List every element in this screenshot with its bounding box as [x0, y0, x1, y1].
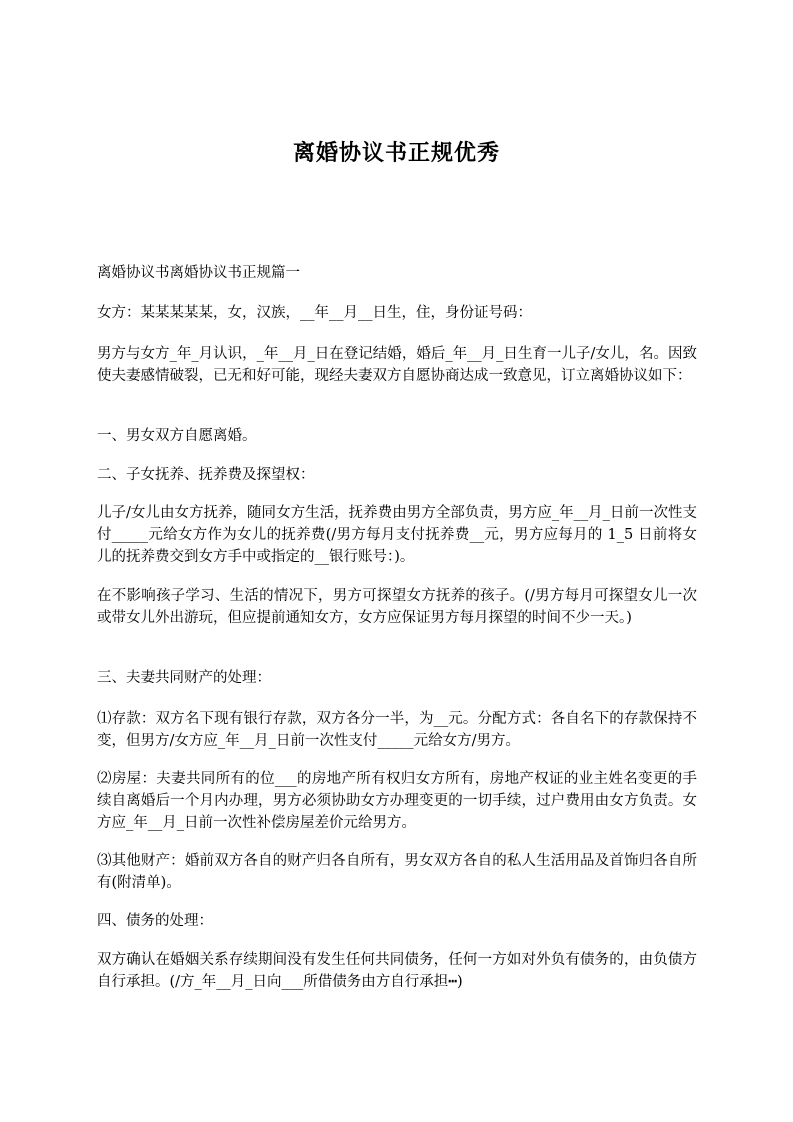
paragraph-deposits: ⑴存款：双方名下现有银行存款，双方各分一半，为__元。分配方式：各自名下的存款保持不变，但男方/女方应_年__月_日前一次性支付_____元给女方/男方。: [97, 711, 697, 749]
document-title: 离婚协议书正规优秀: [292, 140, 500, 166]
paragraph-child-support: 儿子/女儿由女方抚养，随同女方生活，抚养费由男方全部负责，男方应_年__月_日前一次性支付_____元给女方作为女儿的抚养费(/男方每月支付抚养费__元，男方应每月的 1_5 日前将女儿的抚养费交到女方手中或指定的__银行账号：)。: [97, 505, 697, 565]
paragraph-female-party: 女方：某某某某某，女，汉族，__年__月__日生，住，身份证号码：: [97, 305, 532, 321]
paragraph-clause-2-heading: 二、子女抚养、抚养费及探望权：: [97, 467, 315, 483]
paragraph-visitation: 在不影响孩子学习、生活的情况下，男方可探望女方抚养的孩子。(/男方每月可探望女儿一次或带女儿外出游玩，但应提前通知女方，女方应保证男方每月探望的时间不少一天。): [97, 588, 697, 626]
paragraph-clause-1: 一、男女双方自愿离婚。: [97, 428, 257, 444]
paragraph-clause-3-heading: 三、夫妻共同财产的处理：: [97, 670, 271, 686]
paragraph-debts: 双方确认在婚姻关系存续期间没有发生任何共同债务，任何一方如对外负有债务的，由负债方自行承担。(/方_年__月_日向___所借债务由方自行承担┅): [97, 952, 697, 990]
paragraph-house: ⑵房屋：夫妻共同所有的位___的房地产所有权归女方所有，房地产权证的业主姓名变更的手续自离婚后一个月内办理，男方必须协助女方办理变更的一切手续，过户费用由女方负责。女方应_年__月_日前一次性补偿房屋差价元给男方。: [97, 771, 697, 831]
paragraph-other-property: ⑶其他财产：婚前双方各自的财产归各自所有，男女双方各自的私人生活用品及首饰归各自所有(附清单)。: [97, 853, 697, 891]
paragraph-background: 男方与女方_年_月认识，_年__月_日在登记结婚，婚后_年__月_日生育一儿子/女儿，名。因致使夫妻感情破裂，已无和好可能，现经夫妻双方自愿协商达成一致意见，订立离婚协议如下：: [97, 346, 697, 384]
paragraph-clause-4-heading: 四、债务的处理：: [97, 913, 213, 929]
paragraph-section-heading: 离婚协议书离婚协议书正规篇一: [97, 265, 300, 281]
